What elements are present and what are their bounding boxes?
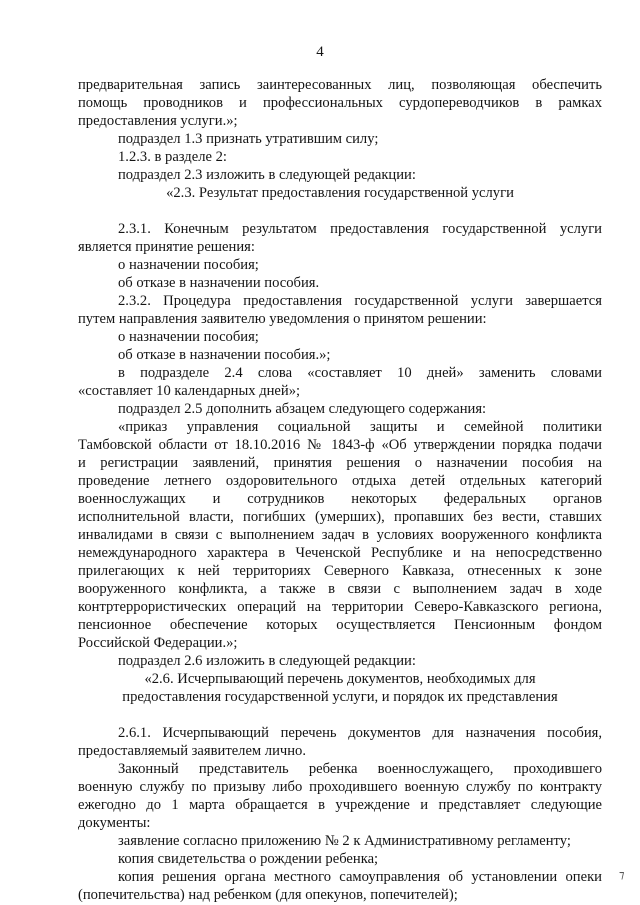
text-line: пенсионное обеспечение которых осуществляется Пенсионным фондом [78, 617, 602, 633]
text-line: подраздел 2.3 изложить в следующей редакции: [118, 167, 416, 183]
text-line: документы: [78, 815, 151, 831]
text-line: предоставляемый заявителем лично. [78, 743, 306, 759]
text-line: «приказ управления социальной защиты и семейной политики [118, 419, 602, 435]
text-line: Тамбовской области от 18.10.2016 № 1843-ф «Об утверждении порядка подачи [78, 437, 602, 453]
text-line: 2.3.2. Процедура предоставления государственной услуги завершается [118, 293, 602, 309]
section-heading: «2.3. Результат предоставления государственной услуги [166, 185, 514, 201]
text-line: «составляет 10 календарных дней»; [78, 383, 301, 399]
text-line: (попечительства) над ребенком (для опекунов, попечителей); [78, 887, 458, 903]
text-line: вооруженного конфликта, а также в связи с выполнением задач в ходе [78, 581, 602, 597]
text-line: Законный представитель ребенка военнослужащего, проходившего [118, 761, 602, 777]
text-line: контртеррористических операций на территории Северо-Кавказского региона, [78, 599, 602, 615]
text-line: заявление согласно приложению № 2 к Административному регламенту; [118, 833, 571, 849]
text-line: 2.6.1. Исчерпывающий перечень документов для назначения пособия, [118, 725, 602, 741]
text-line: копия свидетельства о рождении ребенка; [118, 851, 379, 867]
text-line: об отказе в назначении пособия.»; [118, 347, 331, 363]
text-line: Российской Федерации.»; [78, 635, 238, 651]
text-line: военную службу по призыву либо проходившего военную службу по контракту [78, 779, 602, 795]
text-line: инвалидами в связи с выполнением задач в условиях вооруженного конфликта [78, 527, 602, 543]
text-line: является принятие решения: [78, 239, 255, 255]
page-number: 4 [316, 44, 324, 60]
text-line: предоставления услуги.»; [78, 113, 238, 129]
text-line: проведение летнего оздоровительного отдыха детей отдельных категорий [78, 473, 602, 489]
text-line: исполнительной власти, погибших (умерших), пропавших без вести, ставших [78, 509, 602, 525]
text-line: копия решения органа местного самоуправления об установлении опеки [118, 869, 602, 885]
text-line: об отказе в назначении пособия. [118, 275, 320, 291]
text-line: немеждународного характера в Чеченской Республике и на непосредственно [78, 545, 602, 561]
text-line: путем направления заявителю уведомления о принятом решении: [78, 311, 487, 327]
section-heading: «2.6. Исчерпывающий перечень документов, необходимых для [144, 671, 536, 687]
text-line: 1.2.3. в разделе 2: [118, 149, 227, 165]
text-line: и регистрации заявлений, принятия решения о назначении пособия на [78, 455, 602, 471]
text-line: о назначении пособия; [118, 329, 259, 345]
text-line: о назначении пособия; [118, 257, 259, 273]
text-line: ежегодно до 1 марта обращается в учреждение и представляет следующие [78, 797, 602, 813]
text-line: подраздел 2.5 дополнить абзацем следующего содержания: [118, 401, 487, 417]
text-line: прилегающих к ней территориях Северного Кавказа, отнесенных к зоне [78, 563, 602, 579]
scan-mark: ⁊ [619, 869, 625, 881]
text-line: подраздел 1.3 признать утратившим силу; [118, 131, 379, 147]
text-line: предварительная запись заинтересованных лиц, позволяющая обеспечить [78, 77, 602, 93]
text-line: подраздел 2.6 изложить в следующей редакции: [118, 653, 416, 669]
text-line: помощь проводников и профессиональных сурдопереводчиков в рамках [78, 95, 602, 111]
section-heading: предоставления государственной услуги, и порядок их представления [122, 689, 558, 705]
text-line: военнослужащих и сотрудников некоторых федеральных органов [78, 491, 602, 507]
text-line: в подразделе 2.4 слова «составляет 10 дней» заменить словами [118, 365, 602, 381]
text-line: 2.3.1. Конечным результатом предоставления государственной услуги [118, 221, 602, 237]
